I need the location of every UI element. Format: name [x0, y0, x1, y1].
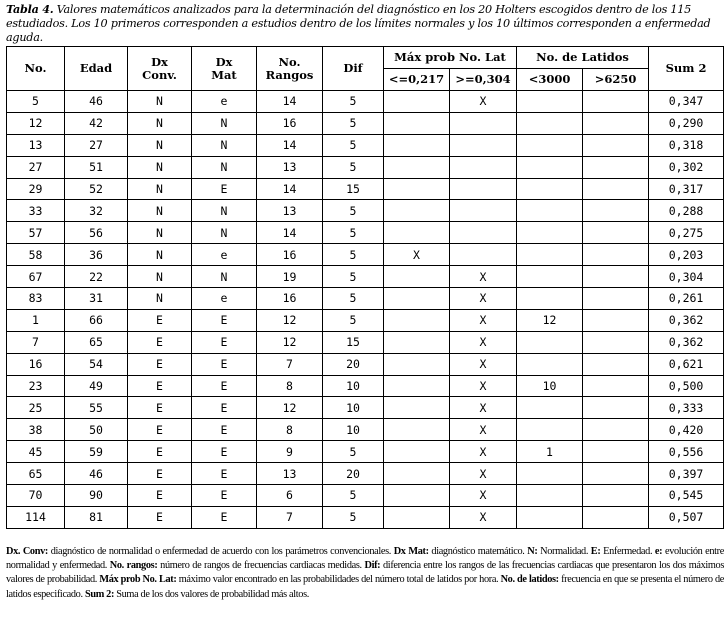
cell-dx-mat: e: [192, 244, 257, 266]
cell-lat-high: [583, 156, 649, 178]
cell-edad: 90: [65, 485, 128, 507]
cell-sum2: 0,347: [649, 91, 724, 113]
table-row: [7, 353, 724, 375]
cell-no: 45: [7, 441, 65, 463]
cell-max-prob-high: X: [450, 309, 517, 331]
cell-no-rangos: 14: [257, 91, 323, 113]
cell-max-prob-high: X: [450, 375, 517, 397]
cell-no-rangos: 8: [257, 375, 323, 397]
cell-lat-high: [583, 506, 649, 528]
cell-edad: 46: [65, 91, 128, 113]
cell-lat-low: [517, 506, 583, 528]
cell-dx-mat: N: [192, 112, 257, 134]
footnote-term: e:: [654, 546, 663, 557]
cell-dx-conv: N: [128, 222, 192, 244]
cell-lat-low: [517, 91, 583, 113]
cell-max-prob-high: X: [450, 506, 517, 528]
cell-no: 12: [7, 112, 65, 134]
footnote-term: Sum 2:: [84, 588, 115, 600]
cell-edad: 42: [65, 112, 128, 134]
table-row: [7, 441, 724, 463]
cell-no: 1: [7, 309, 65, 331]
cell-sum2: 0,362: [649, 331, 724, 353]
cell-edad: 51: [65, 156, 128, 178]
cell-max-prob-high: [450, 200, 517, 222]
table-row: [7, 397, 724, 419]
cell-sum2: 0,333: [649, 397, 724, 419]
cell-dx-mat: E: [192, 397, 257, 419]
cell-edad: 32: [65, 200, 128, 222]
table-row: [7, 200, 724, 222]
table-row: [7, 331, 724, 353]
cell-edad: 59: [65, 441, 128, 463]
cell-max-prob-high: [450, 134, 517, 156]
cell-dif: 5: [323, 266, 384, 288]
cell-dif: 5: [323, 112, 384, 134]
footnote-term: Dx Mat:: [393, 546, 429, 557]
cell-dx-conv: N: [128, 156, 192, 178]
cell-lat-low: [517, 112, 583, 134]
cell-max-prob-low: [384, 222, 450, 244]
cell-lat-high: [583, 397, 649, 419]
cell-dif: 5: [323, 156, 384, 178]
header-lat-low: <3000: [517, 69, 583, 91]
footnote-definition: Enfermedad.: [600, 546, 655, 557]
footnote-term: Dif:: [364, 560, 381, 572]
cell-dif: 5: [323, 288, 384, 310]
cell-edad: 22: [65, 266, 128, 288]
cell-lat-high: [583, 353, 649, 375]
cell-dx-mat: E: [192, 178, 257, 200]
cell-dx-conv: E: [128, 331, 192, 353]
header-no-latidos: No. de Latidos: [517, 47, 649, 69]
cell-dx-conv: E: [128, 485, 192, 507]
cell-no: 16: [7, 353, 65, 375]
cell-lat-high: [583, 463, 649, 485]
cell-no: 70: [7, 485, 65, 507]
cell-no-rangos: 8: [257, 419, 323, 441]
cell-dx-mat: E: [192, 353, 257, 375]
cell-dx-conv: E: [128, 309, 192, 331]
cell-no-rangos: 12: [257, 309, 323, 331]
cell-sum2: 0,621: [649, 353, 724, 375]
cell-lat-low: [517, 331, 583, 353]
table-row: [7, 91, 724, 113]
cell-dx-mat: N: [192, 156, 257, 178]
cell-edad: 52: [65, 178, 128, 200]
header-max-prob-low: <=0,217: [384, 69, 450, 91]
cell-no: 25: [7, 397, 65, 419]
cell-lat-low: 1: [517, 441, 583, 463]
cell-lat-high: [583, 200, 649, 222]
table-row: [7, 134, 724, 156]
table-row: [7, 222, 724, 244]
cell-dx-conv: N: [128, 288, 192, 310]
cell-max-prob-high: X: [450, 463, 517, 485]
cell-max-prob-high: X: [450, 485, 517, 507]
footnote-term: Máx prob No. Lat:: [99, 574, 177, 586]
cell-lat-high: [583, 222, 649, 244]
cell-lat-low: [517, 463, 583, 485]
cell-dx-conv: N: [128, 112, 192, 134]
cell-dx-conv: N: [128, 266, 192, 288]
cell-edad: 36: [65, 244, 128, 266]
header-dx-mat: Dx Mat: [192, 47, 257, 91]
cell-dx-mat: e: [192, 91, 257, 113]
cell-dif: 20: [323, 463, 384, 485]
table-row: [7, 506, 724, 528]
cell-max-prob-high: [450, 222, 517, 244]
cell-no: 7: [7, 331, 65, 353]
cell-sum2: 0,545: [649, 485, 724, 507]
cell-no-rangos: 14: [257, 222, 323, 244]
cell-dif: 5: [323, 200, 384, 222]
cell-lat-high: [583, 485, 649, 507]
cell-dx-conv: E: [128, 441, 192, 463]
cell-dif: 10: [323, 419, 384, 441]
cell-no-rangos: 16: [257, 288, 323, 310]
table-row: [7, 156, 724, 178]
cell-max-prob-low: [384, 309, 450, 331]
table-row: [7, 463, 724, 485]
cell-lat-low: 10: [517, 375, 583, 397]
cell-max-prob-high: X: [450, 353, 517, 375]
footnote-term: No. rangos:: [109, 560, 158, 572]
cell-edad: 46: [65, 463, 128, 485]
cell-lat-low: [517, 353, 583, 375]
table-caption: [6, 2, 724, 45]
cell-max-prob-high: X: [450, 441, 517, 463]
cell-edad: 65: [65, 331, 128, 353]
cell-dif: 5: [323, 309, 384, 331]
cell-lat-low: [517, 156, 583, 178]
cell-dif: 5: [323, 485, 384, 507]
cell-lat-low: [517, 397, 583, 419]
cell-lat-high: [583, 91, 649, 113]
cell-edad: 81: [65, 506, 128, 528]
cell-lat-high: [583, 266, 649, 288]
table-row: [7, 178, 724, 200]
cell-no: 33: [7, 200, 65, 222]
cell-no-rangos: 13: [257, 200, 323, 222]
table-row: [7, 375, 724, 397]
cell-no: 27: [7, 156, 65, 178]
table-row: [7, 288, 724, 310]
cell-edad: 55: [65, 397, 128, 419]
cell-max-prob-high: X: [450, 397, 517, 419]
footnote-definition: frecuencia en que se presenta el número de latidos especificado.: [6, 574, 724, 600]
cell-lat-high: [583, 375, 649, 397]
footnote-definition: diferencia entre los rangos de las frecuencias cardiacas que presentaron los dos máximos valores de probabilidad.: [6, 560, 725, 586]
cell-no-rangos: 12: [257, 331, 323, 353]
cell-no-rangos: 7: [257, 353, 323, 375]
header-max-prob: Máx prob No. Lat: [384, 47, 517, 69]
cell-sum2: 0,203: [649, 244, 724, 266]
cell-dx-mat: e: [192, 288, 257, 310]
footnote-term: E:: [590, 546, 601, 557]
cell-dif: 5: [323, 134, 384, 156]
cell-dif: 5: [323, 506, 384, 528]
footnote-definition: evolución entre normalidad y enfermedad.: [6, 546, 724, 572]
cell-max-prob-high: X: [450, 419, 517, 441]
table-row: [7, 112, 724, 134]
cell-sum2: 0,397: [649, 463, 724, 485]
cell-no: 29: [7, 178, 65, 200]
footnote-definition: diagnóstico de normalidad o enfermedad de acuerdo con los parámetros convencionales.: [47, 546, 394, 557]
footnote-definition: diagnóstico matemático.: [428, 546, 528, 557]
cell-no-rangos: 19: [257, 266, 323, 288]
cell-dif: 15: [323, 178, 384, 200]
cell-max-prob-high: [450, 178, 517, 200]
cell-sum2: 0,507: [649, 506, 724, 528]
cell-dif: 10: [323, 397, 384, 419]
cell-max-prob-low: X: [384, 244, 450, 266]
cell-no: 83: [7, 288, 65, 310]
cell-lat-high: [583, 419, 649, 441]
cell-dx-conv: E: [128, 419, 192, 441]
cell-dx-mat: N: [192, 200, 257, 222]
cell-dx-mat: N: [192, 134, 257, 156]
cell-max-prob-low: [384, 463, 450, 485]
cell-sum2: 0,318: [649, 134, 724, 156]
cell-dx-conv: N: [128, 200, 192, 222]
cell-lat-low: [517, 244, 583, 266]
cell-lat-high: [583, 134, 649, 156]
cell-no-rangos: 12: [257, 397, 323, 419]
cell-lat-high: [583, 441, 649, 463]
cell-lat-low: 12: [517, 309, 583, 331]
cell-max-prob-low: [384, 112, 450, 134]
cell-dx-conv: N: [128, 134, 192, 156]
cell-sum2: 0,556: [649, 441, 724, 463]
results-table: [6, 46, 724, 529]
footnote-definition: Suma de los dos valores de probabilidad más altos.: [114, 588, 309, 600]
cell-sum2: 0,304: [649, 266, 724, 288]
cell-lat-low: [517, 222, 583, 244]
cell-lat-low: [517, 266, 583, 288]
footnote: [6, 545, 724, 602]
footnote-definition: máximo valor encontrado en las probabilidades del número total de latidos por hora.: [176, 574, 501, 586]
cell-dx-conv: E: [128, 506, 192, 528]
header-dx-conv: Dx Conv.: [128, 47, 192, 91]
cell-no-rangos: 13: [257, 463, 323, 485]
cell-dx-conv: E: [128, 463, 192, 485]
cell-dif: 10: [323, 375, 384, 397]
cell-dx-mat: E: [192, 441, 257, 463]
table-row: [7, 266, 724, 288]
header-sum2: Sum 2: [649, 47, 724, 91]
cell-sum2: 0,290: [649, 112, 724, 134]
footnote-definition: Normalidad.: [537, 546, 591, 557]
cell-dx-conv: E: [128, 375, 192, 397]
cell-lat-high: [583, 178, 649, 200]
cell-max-prob-low: [384, 485, 450, 507]
cell-dif: 15: [323, 331, 384, 353]
cell-dif: 5: [323, 91, 384, 113]
footnote-term: Dx. Conv:: [6, 546, 48, 557]
cell-dif: 5: [323, 244, 384, 266]
cell-lat-low: [517, 134, 583, 156]
cell-dx-conv: E: [128, 397, 192, 419]
cell-dx-mat: E: [192, 331, 257, 353]
cell-lat-low: [517, 288, 583, 310]
cell-no: 67: [7, 266, 65, 288]
header-edad: Edad: [65, 47, 128, 91]
table-row: [7, 309, 724, 331]
cell-edad: 50: [65, 419, 128, 441]
cell-max-prob-low: [384, 200, 450, 222]
cell-no-rangos: 7: [257, 506, 323, 528]
cell-edad: 66: [65, 309, 128, 331]
cell-max-prob-high: X: [450, 91, 517, 113]
cell-max-prob-high: X: [450, 288, 517, 310]
cell-no: 57: [7, 222, 65, 244]
cell-no: 114: [7, 506, 65, 528]
cell-sum2: 0,420: [649, 419, 724, 441]
cell-dif: 5: [323, 441, 384, 463]
cell-lat-low: [517, 178, 583, 200]
header-dif: Dif: [323, 47, 384, 91]
cell-max-prob-high: [450, 112, 517, 134]
cell-max-prob-low: [384, 178, 450, 200]
cell-no-rangos: 6: [257, 485, 323, 507]
footnote-term: No. de latidos:: [500, 574, 559, 586]
cell-lat-high: [583, 288, 649, 310]
cell-no-rangos: 16: [257, 244, 323, 266]
cell-max-prob-low: [384, 506, 450, 528]
cell-sum2: 0,261: [649, 288, 724, 310]
header-lat-high: >6250: [583, 69, 649, 91]
cell-max-prob-high: X: [450, 331, 517, 353]
footnote-definition: número de rangos de frecuencias cardiacas medidas.: [157, 560, 365, 572]
cell-no: 38: [7, 419, 65, 441]
cell-dif: 5: [323, 222, 384, 244]
cell-max-prob-low: [384, 397, 450, 419]
cell-max-prob-low: [384, 134, 450, 156]
cell-edad: 56: [65, 222, 128, 244]
cell-max-prob-low: [384, 91, 450, 113]
cell-dx-mat: E: [192, 463, 257, 485]
cell-max-prob-low: [384, 331, 450, 353]
cell-dx-conv: N: [128, 178, 192, 200]
cell-sum2: 0,288: [649, 200, 724, 222]
cell-dx-mat: E: [192, 506, 257, 528]
cell-dx-mat: N: [192, 222, 257, 244]
cell-no-rangos: 14: [257, 178, 323, 200]
cell-dx-conv: E: [128, 353, 192, 375]
cell-dx-mat: E: [192, 309, 257, 331]
cell-sum2: 0,275: [649, 222, 724, 244]
cell-edad: 49: [65, 375, 128, 397]
cell-no-rangos: 16: [257, 112, 323, 134]
cell-edad: 54: [65, 353, 128, 375]
footnote-term: N:: [527, 546, 538, 557]
cell-sum2: 0,302: [649, 156, 724, 178]
table-row: [7, 244, 724, 266]
cell-no: 5: [7, 91, 65, 113]
caption-text: Valores matemáticos analizados para la determinación del diagnóstico en los 20 Holters escogidos dentro de los 115 estudiados. Los 10 primeros corresponden a estudios dentro de los límites normales y los 10 últimos corresponden a enfermedad aguda.: [6, 3, 711, 44]
cell-dx-mat: E: [192, 485, 257, 507]
cell-max-prob-high: [450, 244, 517, 266]
cell-no-rangos: 14: [257, 134, 323, 156]
table-row: [7, 419, 724, 441]
cell-dx-conv: N: [128, 91, 192, 113]
cell-lat-low: [517, 200, 583, 222]
cell-lat-high: [583, 112, 649, 134]
cell-max-prob-low: [384, 266, 450, 288]
table-row: [7, 485, 724, 507]
header-max-prob-high: >=0,304: [450, 69, 517, 91]
cell-dif: 20: [323, 353, 384, 375]
cell-dx-mat: N: [192, 266, 257, 288]
cell-lat-high: [583, 244, 649, 266]
cell-max-prob-low: [384, 419, 450, 441]
cell-no: 13: [7, 134, 65, 156]
cell-sum2: 0,362: [649, 309, 724, 331]
cell-max-prob-high: [450, 156, 517, 178]
cell-no: 65: [7, 463, 65, 485]
cell-lat-low: [517, 419, 583, 441]
header-no: No.: [7, 47, 65, 91]
cell-lat-low: [517, 485, 583, 507]
cell-no-rangos: 13: [257, 156, 323, 178]
cell-max-prob-low: [384, 375, 450, 397]
cell-max-prob-low: [384, 441, 450, 463]
cell-edad: 31: [65, 288, 128, 310]
cell-dx-mat: E: [192, 375, 257, 397]
cell-lat-high: [583, 331, 649, 353]
cell-no: 23: [7, 375, 65, 397]
cell-no: 58: [7, 244, 65, 266]
cell-dx-mat: E: [192, 419, 257, 441]
cell-sum2: 0,500: [649, 375, 724, 397]
header-no-rangos: No. Rangos: [257, 47, 323, 91]
cell-no-rangos: 9: [257, 441, 323, 463]
cell-max-prob-low: [384, 156, 450, 178]
cell-max-prob-high: X: [450, 266, 517, 288]
cell-max-prob-low: [384, 353, 450, 375]
cell-max-prob-low: [384, 288, 450, 310]
cell-lat-high: [583, 309, 649, 331]
cell-dx-conv: N: [128, 244, 192, 266]
cell-sum2: 0,317: [649, 178, 724, 200]
cell-edad: 27: [65, 134, 128, 156]
caption-label: Tabla 4.: [6, 2, 54, 16]
